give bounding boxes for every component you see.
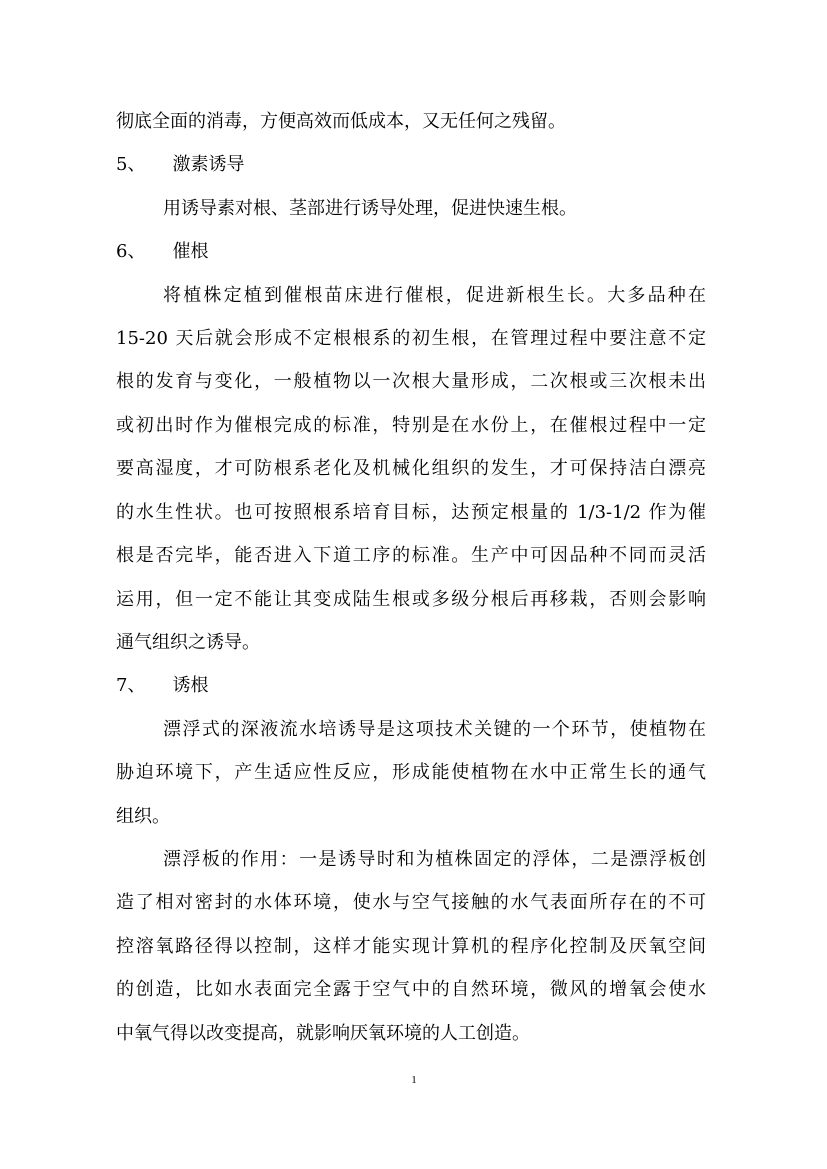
paragraph-line: 的创造，比如水表面完全露于空气中的自然环境，微风的增氧会使水 (116, 979, 706, 1000)
paragraph-line: 造了相对密封的水体环境，使水与空气接触的水气表面所存在的不可 (116, 892, 706, 913)
page-number: 1 (411, 1074, 417, 1086)
paragraph-line: 或初出时作为催根完成的标准，特别是在水份上，在催根过程中一定 (116, 415, 706, 436)
paragraph-line: 漂浮式的深液流水培诱导是这项技术关键的一个环节，使植物在 (163, 719, 706, 740)
paragraph-line: 通气组织之诱导。 (116, 632, 260, 653)
paragraph-line: 控溶氧路径得以控制，这样才能实现计算机的程序化控制及厌氧空间 (116, 936, 706, 957)
paragraph-line: 根的发育与变化，一般植物以一次根大量形成，二次根或三次根未出 (116, 371, 706, 392)
paragraph-line: 中氧气得以改变提高，就影响厌氧环境的人工创造。 (116, 1023, 530, 1044)
paragraph-line: 胁迫环境下，产生适应性反应，形成能使植物在水中正常生长的通气 (116, 762, 706, 783)
section-heading: 6、 催根 (116, 241, 209, 262)
paragraph-line: 运用，但一定不能让其变成陆生根或多级分根后再移栽，否则会影响 (116, 589, 706, 610)
paragraph-line: 15-20 天后就会形成不定根根系的初生根，在管理过程中要注意不定 (116, 328, 706, 349)
paragraph-line: 将植株定植到催根苗床进行催根，促进新根生长。大多品种在 (163, 285, 706, 306)
paragraph-line: 的水生性状。也可按照根系培育目标，达预定根量的 1/3-1/2 作为催 (116, 502, 706, 523)
paragraph-line: 漂浮板的作用：一是诱导时和为植株固定的浮体，二是漂浮板创 (163, 849, 706, 870)
paragraph-line: 要高湿度，才可防根系老化及机械化组织的发生，才可保持洁白漂亮 (116, 458, 706, 479)
paragraph-line: 用诱导素对根、茎部进行诱导处理，促进快速生根。 (163, 198, 577, 219)
section-heading: 7、 诱根 (116, 675, 209, 696)
paragraph-line: 彻底全面的消毒，方便高效而低成本，又无任何之残留。 (116, 111, 566, 132)
section-heading: 5、 激素诱导 (116, 154, 245, 175)
paragraph-line: 根是否完毕，能否进入下道工序的标准。生产中可因品种不同而灵活 (116, 545, 706, 566)
paragraph-line: 组织。 (116, 806, 170, 827)
